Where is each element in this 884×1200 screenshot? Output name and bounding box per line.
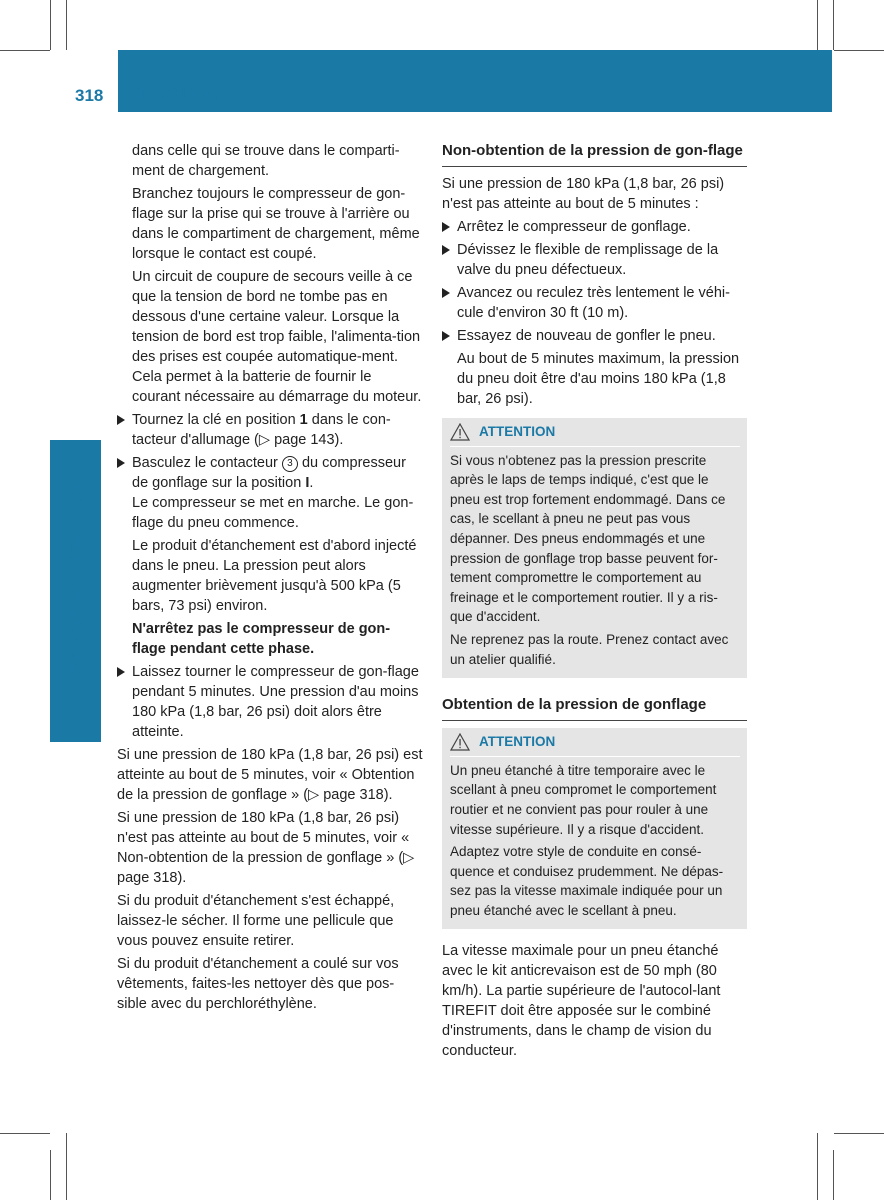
crop-mark bbox=[50, 0, 51, 50]
warning-text: Ne reprenez pas la route. Prenez contact avec un atelier qualifié. bbox=[450, 631, 729, 667]
bullet-triangle-icon bbox=[117, 415, 125, 425]
step-text: . bbox=[309, 475, 314, 491]
header-bar bbox=[118, 50, 832, 112]
step-text: Tournez la clé en position bbox=[132, 412, 300, 428]
step-result: Le compresseur se met en marche. Le gon-flage du pneu commence. bbox=[132, 495, 414, 531]
page-title: Crevaison bbox=[128, 83, 220, 104]
step-item bbox=[117, 410, 423, 450]
warning-text: Si vous n'obtenez pas la pression prescrite après le laps de temps indiqué, c'est que le pneu est trop fortement endommagé. Dans ce cas, le scellant à pneu ne peut pas vous dépanner. Des pneus endommagés et une pression de gonflage trop basse peuvent for-tement compromettre le comportement au freinage et le comportement routier. Il y a ris-que d'accident. bbox=[450, 452, 726, 625]
warning-box bbox=[442, 728, 747, 929]
crop-mark bbox=[817, 1133, 818, 1150]
step-text: Laissez tourner le compresseur de gon-flage pendant 5 minutes. Une pression d'au moins 180 kPa (1,8 bar, 26 psi) doit alors être atteinte. bbox=[132, 664, 419, 740]
note-paragraph: Branchez toujours le compresseur de gon-flage sur la prise qui se trouve à l'arrière ou dans le compartiment de chargement, même lorsque le contact est coupé. bbox=[132, 186, 420, 262]
step-warning-note: N'arrêtez pas le compresseur de gon-flage pendant cette phase. bbox=[132, 621, 391, 657]
bullet-triangle-icon bbox=[442, 288, 450, 298]
bullet-triangle-icon bbox=[117, 667, 125, 677]
page-number: 318 bbox=[75, 86, 104, 105]
warning-title: ATTENTION bbox=[479, 734, 556, 750]
step-item bbox=[117, 662, 423, 742]
step-text: Avancez ou reculez très lentement le véhi-cule d'environ 30 ft (10 m). bbox=[457, 285, 730, 321]
crop-mark bbox=[50, 1150, 51, 1200]
crop-mark bbox=[0, 1133, 50, 1134]
warning-text: Un pneu étanché à titre temporaire avec le scellant à pneu compromet le comportement routier et ne convient pas pour rouler à une vitesse supérieure. Il y a risque d'accident. bbox=[450, 762, 717, 837]
body-paragraph: Si du produit d'étanchement a coulé sur vos vêtements, faites-les nettoyer dès que pos-sible avec du perchloréthylène. bbox=[117, 956, 399, 1012]
right-column bbox=[442, 141, 747, 1064]
crop-mark bbox=[66, 1150, 67, 1200]
step-text: Essayez de nouveau de gonfler le pneu. bbox=[457, 328, 716, 344]
body-paragraph: La vitesse maximale pour un pneu étanché avec le kit anticrevaison est de 50 mph (80 km/h). La partie supérieure de l'autocol-lant TIREFIT doit être apposée sur le combiné d'instruments, dans le champ de vision du conducteur. bbox=[442, 943, 721, 1060]
warning-header bbox=[450, 732, 740, 757]
step-text: dans le con-tacteur d'allumage (▷ page 143). bbox=[132, 412, 391, 448]
warning-triangle-icon bbox=[450, 423, 470, 441]
warning-text: Adaptez votre style de conduite en consé-quence et conduisez prudemment. Ne dépas-sez pas la vitesse maximale indiquée pour un pneu étanché avec le scellant à pneu. bbox=[450, 844, 724, 918]
bullet-triangle-icon bbox=[442, 331, 450, 341]
step-item bbox=[117, 453, 423, 659]
body-paragraph: Si une pression de 180 kPa (1,8 bar, 26 psi) est atteinte au bout de 5 minutes, voir « Obtention de la pression de gonflage » (▷ page 318). bbox=[117, 747, 423, 803]
intro-text: dans celle qui se trouve dans le comparti-ment de chargement. bbox=[132, 143, 400, 179]
warning-triangle-icon bbox=[450, 733, 470, 751]
step-text: Dévissez le flexible de remplissage de la valve du pneu défectueux. bbox=[457, 242, 719, 278]
body-paragraph: Si une pression de 180 kPa (1,8 bar, 26 psi) n'est pas atteinte au bout de 5 minutes, voir « Non-obtention de la pression de gonflage » (▷ page 318). bbox=[117, 810, 415, 886]
switch-position: I bbox=[305, 475, 310, 491]
crop-mark bbox=[66, 1133, 67, 1150]
step-item bbox=[442, 283, 747, 323]
crop-mark bbox=[834, 1133, 884, 1134]
step-item bbox=[442, 240, 747, 280]
warning-title: ATTENTION bbox=[479, 424, 556, 439]
step-detail: Le produit d'étanchement est d'abord injecté dans le pneu. La pression peut alors augmenter brièvement jusqu'à 500 kPa (5 bars, 73 psi) environ. bbox=[132, 538, 417, 614]
warning-box bbox=[442, 418, 747, 678]
step-text: Arrêtez le compresseur de gonflage. bbox=[457, 219, 691, 235]
step-item bbox=[442, 217, 747, 237]
step-item bbox=[442, 326, 747, 409]
step-text: du compresseur de gonflage sur la position bbox=[132, 455, 406, 491]
section-tab-label: Assistance dépannage bbox=[65, 471, 87, 689]
circled-number-icon: 3 bbox=[282, 456, 298, 472]
crop-mark bbox=[66, 0, 67, 50]
bullet-triangle-icon bbox=[117, 458, 125, 468]
bullet-triangle-icon bbox=[442, 222, 450, 232]
bullet-triangle-icon bbox=[442, 245, 450, 255]
step-result: Au bout de 5 minutes maximum, la pression du pneu doit être d'au moins 180 kPa (1,8 bar, 26 psi). bbox=[457, 351, 740, 407]
section-intro: Si une pression de 180 kPa (1,8 bar, 26 psi) n'est pas atteinte au bout de 5 minutes : bbox=[442, 176, 725, 212]
left-column bbox=[117, 141, 423, 1017]
body-paragraph: Si du produit d'étanchement s'est échappé, laissez-le sécher. Il forme une pellicule que vous pouvez ensuite retirer. bbox=[117, 893, 395, 949]
section-heading: Obtention de la pression de gonflage bbox=[442, 695, 747, 721]
crop-mark bbox=[834, 50, 884, 51]
key-position: 1 bbox=[299, 412, 308, 428]
crop-mark bbox=[817, 0, 818, 50]
crop-mark bbox=[833, 1150, 834, 1200]
step-text: Basculez le contacteur bbox=[132, 455, 282, 471]
crop-mark bbox=[0, 50, 50, 51]
crop-mark bbox=[833, 0, 834, 50]
note-paragraph: Un circuit de coupure de secours veille à ce que la tension de bord ne tombe pas en dessous d'une certaine valeur. Lorsque la tension de bord est trop faible, l'alimenta-tion des prises est coupée automatique-ment. Cela permet à la batterie de fournir le courant nécessaire au démarrage du moteur. bbox=[132, 269, 422, 405]
warning-header bbox=[450, 422, 740, 447]
section-heading: Non-obtention de la pression de gon-flage bbox=[442, 141, 747, 167]
crop-mark bbox=[817, 1150, 818, 1200]
